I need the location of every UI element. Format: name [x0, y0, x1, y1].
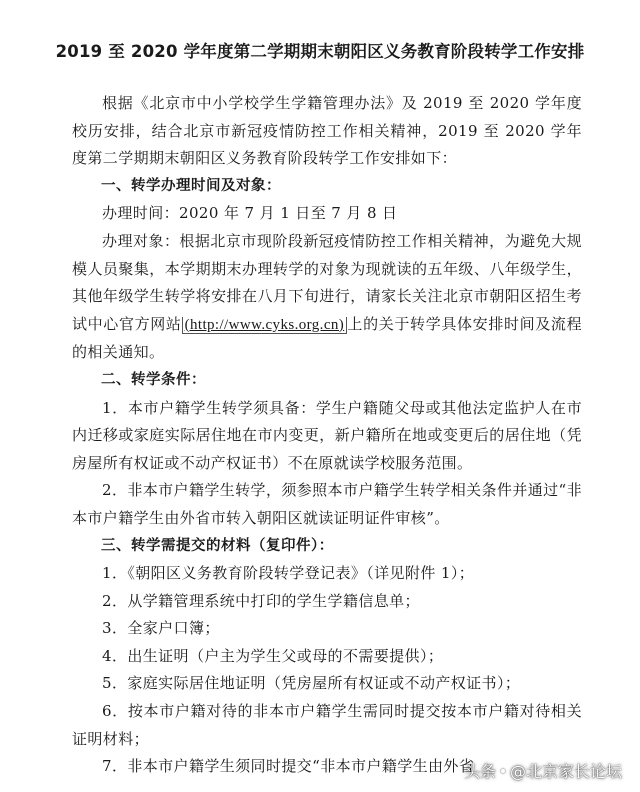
section-3-item: 5．家庭实际居住地证明（凭房屋所有权证或不动产权证书）； — [102, 674, 521, 693]
section-3-item: 7．非本市户籍学生须同时提交“非本市户籍学生由外省 — [102, 757, 475, 776]
watermark — [464, 759, 622, 782]
watermark-account: @北京家长论坛 — [509, 762, 622, 781]
section-3-item: 1．《朝阳区义务教育阶段转学登记表》（详见附件 1）； — [102, 564, 475, 583]
section-3-item: 3．全家户口簿； — [102, 619, 220, 638]
section-3-item: 2．从学籍管理系统中打印的学生学籍信息单； — [102, 591, 420, 610]
section-2-heading: 二、转学条件： — [101, 371, 206, 388]
section-3-item: 6．按本市户籍对待的非本市户籍学生需同时提交按本市户籍对待相关证明材料； — [72, 702, 582, 748]
section-3-item: 4．出生证明（户主为学生父或母的不需要提供）； — [102, 646, 444, 665]
document-body — [72, 90, 582, 781]
section-2-item: 2．非本市户籍学生转学，须参照本市户籍学生转学相关条件并通过“非本市户籍学生由外省市转入朝阳区就读证明证件审核”。 — [72, 481, 583, 527]
section-1-heading: 一、转学办理时间及对象： — [101, 177, 281, 194]
section-1-target — [72, 228, 582, 367]
document-title: 2019 至 2020 学年度第二学期期末朝阳区义务教育阶段转学工作安排 — [55, 42, 585, 61]
section-3-heading: 三、转学需提交的材料（复印件）： — [101, 537, 334, 554]
website-link[interactable]: (http://www.cyks.org.cn) — [182, 317, 348, 334]
section-1-target-text-end: 上的关于转学具体安排时间及流程的相关通知。 — [72, 314, 582, 362]
section-1-time: 办理时间：2020 年 7 月 1 日至 7 月 8 日 — [102, 204, 398, 223]
section-2-item: 1．本市户籍学生转学须具备：学生户籍随父母或其他法定监护人在市内迁移或家庭实际居住地在市内变更，新户籍所在地或变更后的居住地（凭房屋所有权证或不动产权证书）不在原就读学校服务范围。 — [72, 398, 582, 472]
intro-paragraph: 根据《北京市中小学校学生学籍管理办法》及 2019 至 2020 学年度校历安排，结合北京市新冠疫情防控工作相关精神，2019 至 2020 学年度第二学期期末朝阳区义务教育阶段转学工作安排如下： — [72, 94, 582, 168]
watermark-separator — [501, 769, 505, 773]
watermark-source: 头条 — [463, 762, 496, 781]
section-1-target-text: 办理对象：根据北京市现阶段新冠疫情防控工作相关精神，为避免大规模人员聚集，本学期期末办理转学的对象为现就读的五年级、八年级学生，其他年级学生转学将安排在八月下旬进行，请家长关注北京市朝阳区招生考试中心官方网站 — [72, 231, 582, 333]
